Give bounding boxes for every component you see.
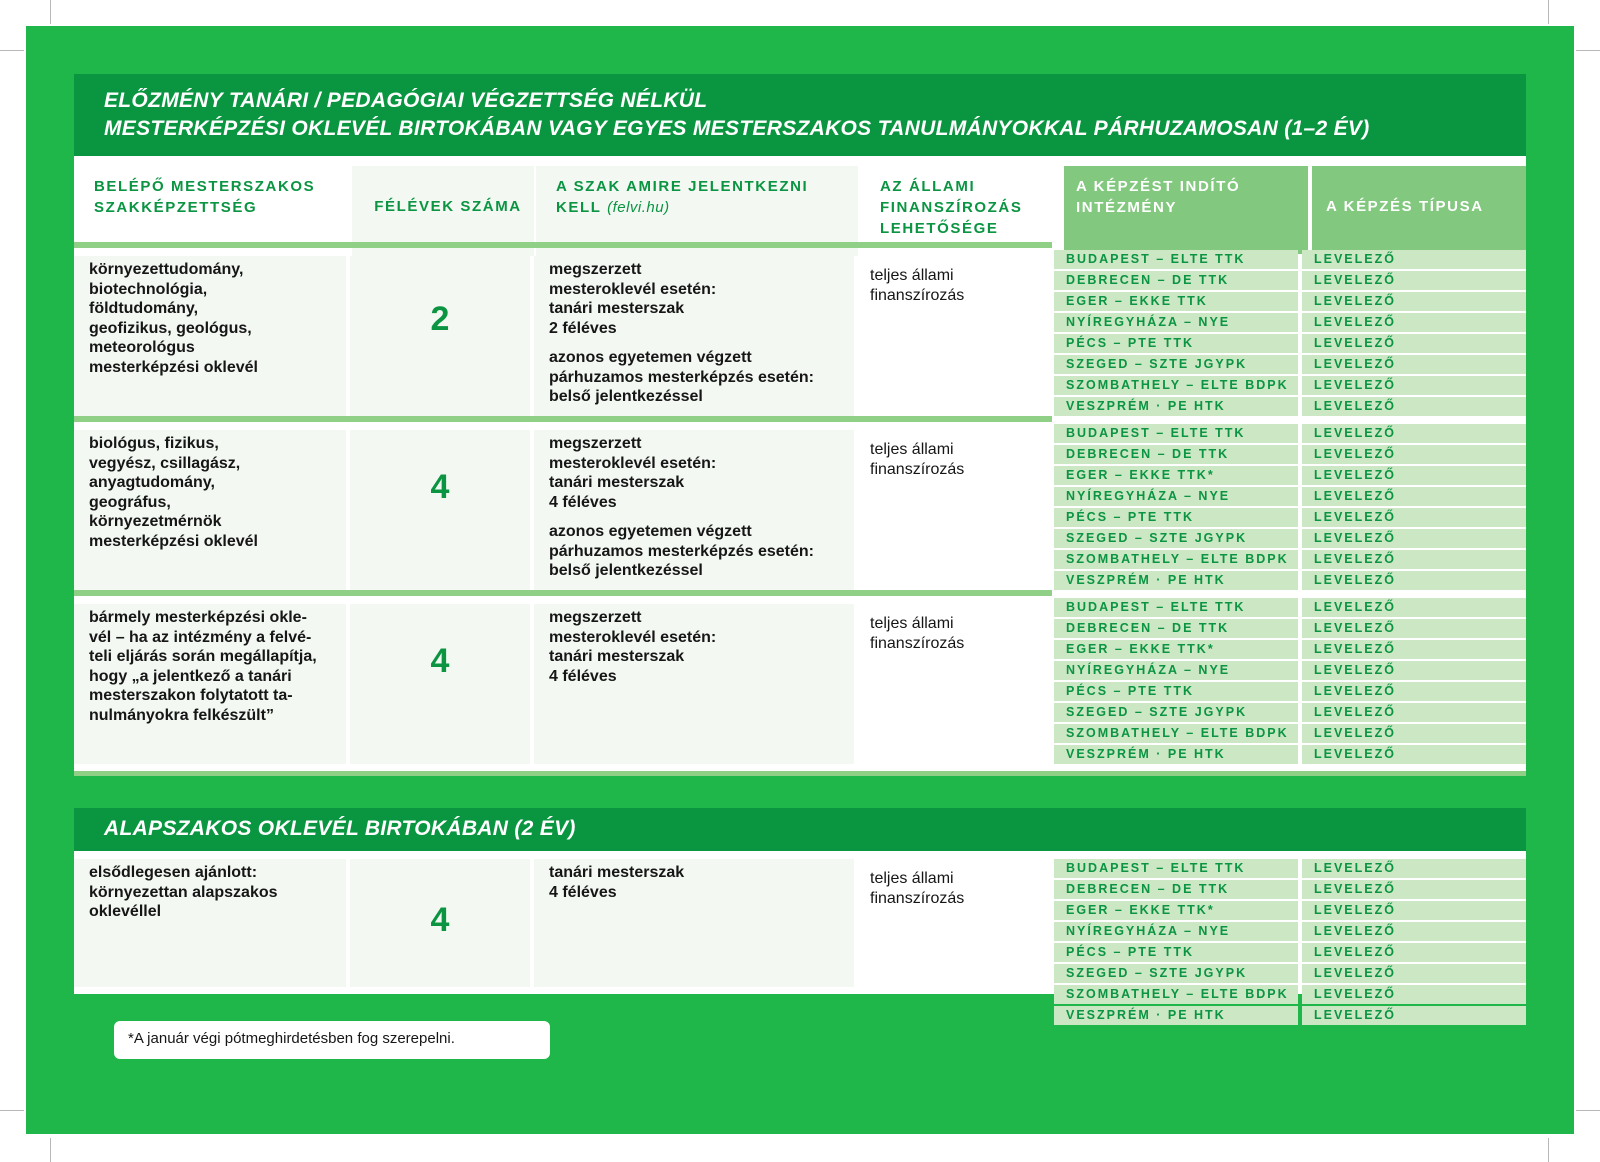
qualification-line: teli eljárás során megállapítja, — [89, 648, 317, 665]
felvi-link-text: (felvi.hu) — [607, 199, 670, 216]
institution-name: PÉCS – PTE TTK — [1054, 943, 1298, 962]
funding-line: teljes állami — [870, 441, 954, 458]
institution-row — [1054, 271, 1526, 290]
funding-cell — [860, 859, 1052, 987]
semesters-cell — [350, 604, 530, 764]
apply-line: 4 féléves — [549, 493, 617, 511]
semester-count: 2 — [430, 300, 450, 338]
institution-row — [1054, 922, 1526, 941]
institution-name: EGER – EKKE TTK* — [1054, 640, 1298, 659]
apply-line: azonos egyetemen végzett — [549, 523, 752, 540]
qualification-cell — [74, 859, 346, 987]
institution-name: VESZPRÉM · PE HTK — [1054, 745, 1298, 764]
apply-line: azonos egyetemen végzett — [549, 349, 752, 366]
apply-line: tanári mesterszak — [549, 648, 685, 665]
qualification-line: mesterképzési oklevél — [89, 532, 258, 550]
header-text: A KÉPZÉS TÍPUSA — [1326, 198, 1484, 215]
institution-name: SZEGED – SZTE JGYPK — [1054, 529, 1298, 548]
institution-name: BUDAPEST – ELTE TTK — [1054, 250, 1298, 269]
qualification-line: meteorológus — [89, 339, 195, 356]
apply-line: megszerzett — [549, 609, 642, 626]
training-type: LEVELEZŐ — [1302, 703, 1526, 722]
section-title-banner — [74, 74, 1526, 156]
apply-line: 4 féléves — [549, 883, 617, 901]
training-type: LEVELEZŐ — [1302, 964, 1526, 983]
apply-line: belső jelentkezéssel — [549, 388, 703, 405]
institution-row — [1054, 745, 1526, 764]
training-type: LEVELEZŐ — [1302, 313, 1526, 332]
green-sheet — [26, 26, 1574, 1134]
table-header — [74, 156, 1526, 256]
footnote-text: *A január végi pótmeghirdetésben fog szerepelni. — [128, 1030, 455, 1047]
training-type: LEVELEZŐ — [1302, 745, 1526, 764]
qualification-line: anyagtudomány, — [89, 474, 215, 491]
apply-line: tanári mesterszak — [549, 864, 685, 881]
crop-mark — [50, 0, 51, 24]
training-type: LEVELEZŐ — [1302, 598, 1526, 617]
apply-line: mesteroklevél esetén: — [549, 628, 717, 646]
institution-row — [1054, 466, 1526, 485]
institution-row — [1054, 508, 1526, 527]
qualification-cell — [74, 430, 346, 590]
semester-count: 4 — [430, 468, 450, 506]
apply-line: párhuzamos mesterképzés esetén: — [549, 542, 814, 560]
header-text: A SZAK AMIRE JELENTKEZNI — [556, 178, 809, 195]
qualification-line: biotechnológia, — [89, 280, 208, 298]
training-type: LEVELEZŐ — [1302, 355, 1526, 374]
qualification-line: mesterszakon folytatott ta- — [89, 687, 293, 704]
institution-row — [1054, 550, 1526, 569]
institution-row — [1054, 529, 1526, 548]
training-type: LEVELEZŐ — [1302, 466, 1526, 485]
apply-line: belső jelentkezéssel — [549, 562, 703, 579]
funding-line: teljes állami — [870, 267, 954, 284]
training-type: LEVELEZŐ — [1302, 619, 1526, 638]
training-type: LEVELEZŐ — [1302, 571, 1526, 590]
funding-cell — [860, 430, 1052, 590]
apply-line: megszerzett — [549, 435, 642, 452]
crop-mark — [1548, 1138, 1549, 1162]
apply-cell — [534, 430, 854, 590]
institution-row — [1054, 661, 1526, 680]
institution-row — [1054, 1006, 1526, 1025]
header-text: INTÉZMÉNY — [1076, 199, 1178, 216]
institution-row — [1054, 724, 1526, 743]
apply-line: 4 féléves — [549, 667, 617, 685]
header-training-type — [1312, 166, 1526, 254]
qualification-line: hogy „a jelentkező a tanári — [89, 667, 292, 685]
institution-name: BUDAPEST – ELTE TTK — [1054, 424, 1298, 443]
institution-row — [1054, 985, 1526, 1004]
header-text: LEHETŐSÉGE — [880, 220, 999, 237]
table-bottom-line — [74, 771, 1526, 776]
table-row-group-1 — [74, 248, 1526, 416]
institution-row — [1054, 640, 1526, 659]
training-type: LEVELEZŐ — [1302, 445, 1526, 464]
training-type: LEVELEZŐ — [1302, 682, 1526, 701]
qualification-line: vegyész, csillagász, — [89, 454, 241, 472]
institution-name: DEBRECEN – DE TTK — [1054, 880, 1298, 899]
institution-name: BUDAPEST – ELTE TTK — [1054, 859, 1298, 878]
header-text: KELL — [556, 199, 602, 216]
qualification-line: földtudomány, — [89, 300, 199, 317]
institution-name: EGER – EKKE TTK* — [1054, 466, 1298, 485]
training-type: LEVELEZŐ — [1302, 292, 1526, 311]
apply-cell — [534, 256, 854, 416]
institution-row — [1054, 682, 1526, 701]
institution-name: BUDAPEST – ELTE TTK — [1054, 598, 1298, 617]
qualification-line: környezetmérnök — [89, 513, 222, 530]
semester-count: 4 — [430, 642, 450, 680]
institution-row — [1054, 250, 1526, 269]
institution-row — [1054, 859, 1526, 878]
qualification-line: geográfus, — [89, 493, 171, 511]
section-master-degree — [74, 74, 1526, 776]
crop-mark — [0, 50, 24, 51]
institution-name: SZEGED – SZTE JGYPK — [1054, 355, 1298, 374]
institution-name: VESZPRÉM · PE HTK — [1054, 1006, 1298, 1025]
funding-cell — [860, 604, 1052, 764]
training-type: LEVELEZŐ — [1302, 901, 1526, 920]
training-type: LEVELEZŐ — [1302, 271, 1526, 290]
header-text: SZAKKÉPZETTSÉG — [94, 199, 258, 216]
qualification-line: bármely mesterképzési okle- — [89, 609, 307, 626]
training-type: LEVELEZŐ — [1302, 943, 1526, 962]
institution-name: NYÍREGYHÁZA – NYE — [1054, 661, 1298, 680]
training-type: LEVELEZŐ — [1302, 250, 1526, 269]
institution-row — [1054, 901, 1526, 920]
institution-row — [1054, 571, 1526, 590]
institution-name: VESZPRÉM · PE HTK — [1054, 571, 1298, 590]
apply-line: 2 féléves — [549, 319, 617, 337]
institution-name: NYÍREGYHÁZA – NYE — [1054, 922, 1298, 941]
institution-name: SZOMBATHELY – ELTE BDPK — [1054, 376, 1298, 395]
footnote-box — [114, 1021, 550, 1059]
header-text: AZ ÁLLAMI — [880, 178, 976, 195]
table-row-group-4 — [74, 851, 1526, 1022]
header-text: A KÉPZÉST INDÍTÓ — [1076, 178, 1241, 195]
qualification-line: oklevéllel — [89, 903, 162, 920]
semesters-cell — [350, 256, 530, 416]
qualification-line: környezettudomány, — [89, 261, 244, 278]
semesters-cell — [350, 430, 530, 590]
institution-row — [1054, 487, 1526, 506]
funding-cell — [860, 256, 1052, 416]
training-type: LEVELEZŐ — [1302, 529, 1526, 548]
institution-name: SZOMBATHELY – ELTE BDPK — [1054, 985, 1298, 1004]
header-text: FÉLÉVEK SZÁMA — [374, 198, 522, 215]
funding-line: finanszírozás — [870, 460, 965, 478]
institution-row — [1054, 445, 1526, 464]
institution-name: PÉCS – PTE TTK — [1054, 334, 1298, 353]
qualification-line: környezettan alapszakos — [89, 883, 278, 901]
crop-mark — [1576, 50, 1600, 51]
qualification-line: biológus, fizikus, — [89, 435, 219, 452]
training-type: LEVELEZŐ — [1302, 424, 1526, 443]
apply-line: tanári mesterszak — [549, 300, 685, 317]
training-type: LEVELEZŐ — [1302, 508, 1526, 527]
crop-mark — [50, 1138, 51, 1162]
section-title-banner — [74, 808, 1526, 851]
qualification-line: geofizikus, geológus, — [89, 319, 252, 337]
apply-cell — [534, 604, 854, 764]
institution-name: EGER – EKKE TTK — [1054, 292, 1298, 311]
apply-cell — [534, 859, 854, 987]
crop-mark — [1548, 0, 1549, 24]
institution-name: NYÍREGYHÁZA – NYE — [1054, 487, 1298, 506]
institution-name: DEBRECEN – DE TTK — [1054, 619, 1298, 638]
training-type: LEVELEZŐ — [1302, 859, 1526, 878]
apply-line: megszerzett — [549, 261, 642, 278]
institution-row — [1054, 943, 1526, 962]
apply-line: mesteroklevél esetén: — [549, 454, 717, 472]
institution-row — [1054, 424, 1526, 443]
institution-name: SZOMBATHELY – ELTE BDPK — [1054, 550, 1298, 569]
section-bachelor-degree — [74, 808, 1526, 1022]
institution-name: VESZPRÉM · PE HTK — [1054, 397, 1298, 416]
training-type: LEVELEZŐ — [1302, 880, 1526, 899]
qualification-cell — [74, 604, 346, 764]
institution-name: SZEGED – SZTE JGYPK — [1054, 703, 1298, 722]
training-type: LEVELEZŐ — [1302, 724, 1526, 743]
section-title: ALAPSZAKOS OKLEVÉL BIRTOKÁBAN (2 ÉV) — [104, 817, 576, 840]
semester-count: 4 — [430, 901, 450, 939]
training-type: LEVELEZŐ — [1302, 985, 1526, 1004]
institution-row — [1054, 334, 1526, 353]
training-type: LEVELEZŐ — [1302, 397, 1526, 416]
header-text: FINANSZÍROZÁS — [880, 199, 1023, 216]
crop-mark — [1576, 1110, 1600, 1111]
training-type: LEVELEZŐ — [1302, 334, 1526, 353]
crop-mark — [0, 1110, 24, 1111]
institution-row — [1054, 703, 1526, 722]
qualification-line: vél – ha az intézmény a felvé- — [89, 628, 312, 646]
institution-name: NYÍREGYHÁZA – NYE — [1054, 313, 1298, 332]
funding-line: finanszírozás — [870, 889, 965, 907]
institution-name: PÉCS – PTE TTK — [1054, 508, 1298, 527]
table-row-group-2 — [74, 422, 1526, 590]
institution-row — [1054, 397, 1526, 416]
table-row-group-3 — [74, 596, 1526, 764]
qualification-line: nulmányokra felkészült” — [89, 706, 274, 724]
institution-row — [1054, 619, 1526, 638]
apply-line: tanári mesterszak — [549, 474, 685, 491]
training-type: LEVELEZŐ — [1302, 550, 1526, 569]
funding-line: teljes állami — [870, 615, 954, 632]
institution-row — [1054, 376, 1526, 395]
qualification-cell — [74, 256, 346, 416]
funding-line: finanszírozás — [870, 634, 965, 652]
institution-row — [1054, 964, 1526, 983]
institution-name: DEBRECEN – DE TTK — [1054, 271, 1298, 290]
apply-line: párhuzamos mesterképzés esetén: — [549, 368, 814, 386]
section-title-line-2: MESTERKÉPZÉSI OKLEVÉL BIRTOKÁBAN VAGY EGYES MESTERSZAKOS TANULMÁNYOKKAL PÁRHUZAMOSAN (1–2 ÉV) — [104, 117, 1370, 140]
funding-line: finanszírozás — [870, 286, 965, 304]
training-type: LEVELEZŐ — [1302, 922, 1526, 941]
institution-name: SZEGED – SZTE JGYPK — [1054, 964, 1298, 983]
apply-line: mesteroklevél esetén: — [549, 280, 717, 298]
institution-row — [1054, 292, 1526, 311]
institution-name: PÉCS – PTE TTK — [1054, 682, 1298, 701]
header-institution — [1064, 166, 1308, 254]
institution-name: SZOMBATHELY – ELTE BDPK — [1054, 724, 1298, 743]
institution-name: EGER – EKKE TTK* — [1054, 901, 1298, 920]
training-type: LEVELEZŐ — [1302, 487, 1526, 506]
institution-row — [1054, 598, 1526, 617]
institution-row — [1054, 355, 1526, 374]
training-type: LEVELEZŐ — [1302, 376, 1526, 395]
section-title-line-1: ELŐZMÉNY TANÁRI / PEDAGÓGIAI VÉGZETTSÉG NÉLKÜL — [104, 89, 708, 112]
header-text: BELÉPŐ MESTERSZAKOS — [94, 178, 316, 195]
institution-row — [1054, 313, 1526, 332]
institution-row — [1054, 880, 1526, 899]
qualification-line: mesterképzési oklevél — [89, 358, 258, 376]
semesters-cell — [350, 859, 530, 987]
training-type: LEVELEZŐ — [1302, 640, 1526, 659]
training-type: LEVELEZŐ — [1302, 661, 1526, 680]
qualification-line: elsődlegesen ajánlott: — [89, 864, 258, 881]
funding-line: teljes állami — [870, 870, 954, 887]
training-type: LEVELEZŐ — [1302, 1006, 1526, 1025]
institution-name: DEBRECEN – DE TTK — [1054, 445, 1298, 464]
